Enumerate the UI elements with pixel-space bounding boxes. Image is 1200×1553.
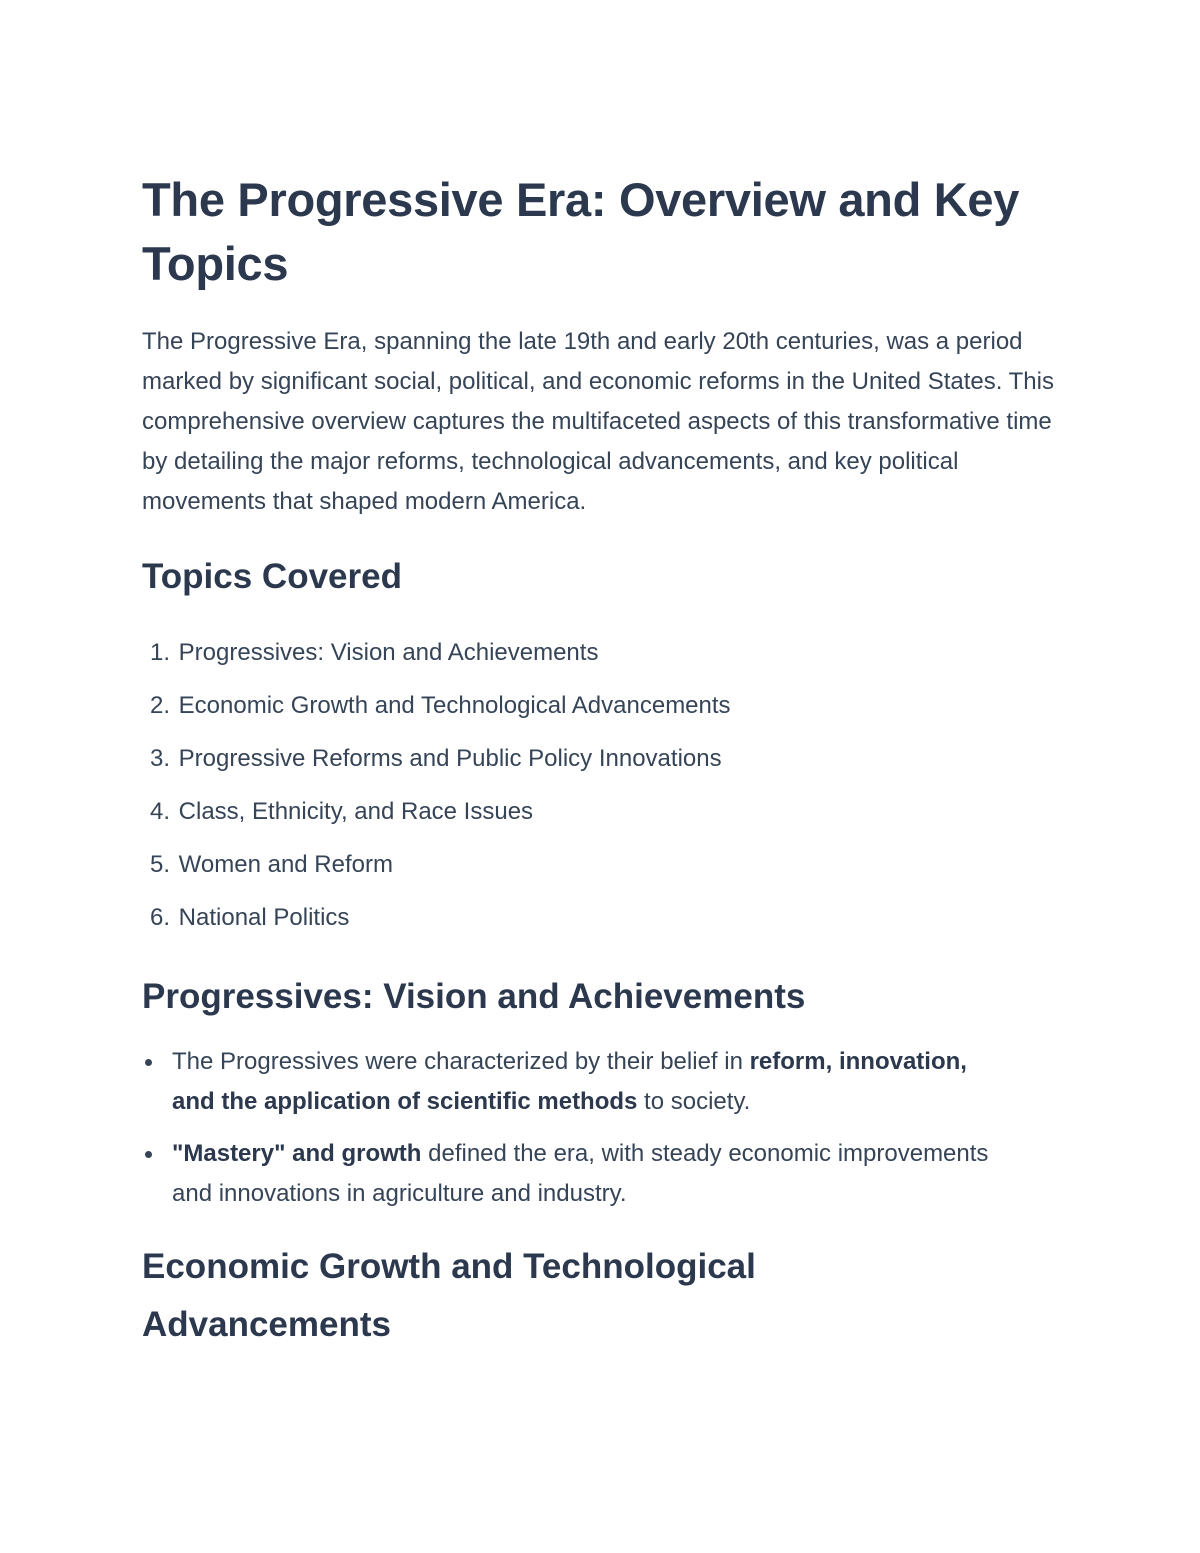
bullet-text-bold: reform, innovation, and the application of scientific methods <box>172 1048 967 1115</box>
topics-list <box>142 626 1062 944</box>
bullet-dot-icon <box>145 1151 152 1158</box>
list-item-label: Economic Growth and Technological Advancements <box>178 692 731 719</box>
bullet-item <box>142 1042 1002 1122</box>
progressives-bullet-list <box>142 1042 1062 1214</box>
bullet-dot-icon <box>145 1059 152 1066</box>
bullet-text-post: to society. <box>637 1088 751 1115</box>
topics-heading: Topics Covered <box>142 557 402 596</box>
list-item <box>142 679 1062 732</box>
list-item-label: Progressives: Vision and Achievements <box>178 639 599 666</box>
page-title: The Progressive Era: Overview and Key Topics <box>142 173 1020 290</box>
intro-paragraph: The Progressive Era, spanning the late 19th and early 20th centuries, was a period marked by significant social, political, and economic reforms in the United States. This comprehensive overview captures the multifaceted aspects of this transformative time by detailing the major reforms, technological advancements, and key political movements that shaped modern America. <box>142 328 1054 515</box>
bullet-text-post: defined the era, with steady economic improvements and innovations in agriculture and industry. <box>172 1140 989 1207</box>
list-number: 4. <box>149 798 170 825</box>
list-number: 5. <box>149 851 170 878</box>
list-item <box>142 785 1062 838</box>
list-item-label: National Politics <box>178 904 350 931</box>
list-item <box>142 891 1062 944</box>
list-number: 3. <box>149 745 170 772</box>
list-item <box>142 838 1062 891</box>
section-heading-progressives: Progressives: Vision and Achievements <box>142 977 806 1016</box>
bullet-text-pre: The Progressives were characterized by their belief in <box>172 1048 750 1075</box>
list-item-label: Women and Reform <box>178 851 393 878</box>
list-number: 6. <box>149 904 170 931</box>
list-item <box>142 626 1062 679</box>
document-page <box>142 168 1062 1354</box>
bullet-text-bold: "Mastery" and growth <box>172 1140 422 1167</box>
list-number: 2. <box>149 692 170 719</box>
list-number: 1. <box>149 639 170 666</box>
list-item-label: Class, Ethnicity, and Race Issues <box>178 798 534 825</box>
list-item-label: Progressive Reforms and Public Policy Innovations <box>178 745 722 772</box>
list-item <box>142 732 1062 785</box>
bullet-item <box>142 1134 1002 1214</box>
section-heading-economic-growth: Economic Growth and Technological Advancements <box>142 1247 756 1344</box>
